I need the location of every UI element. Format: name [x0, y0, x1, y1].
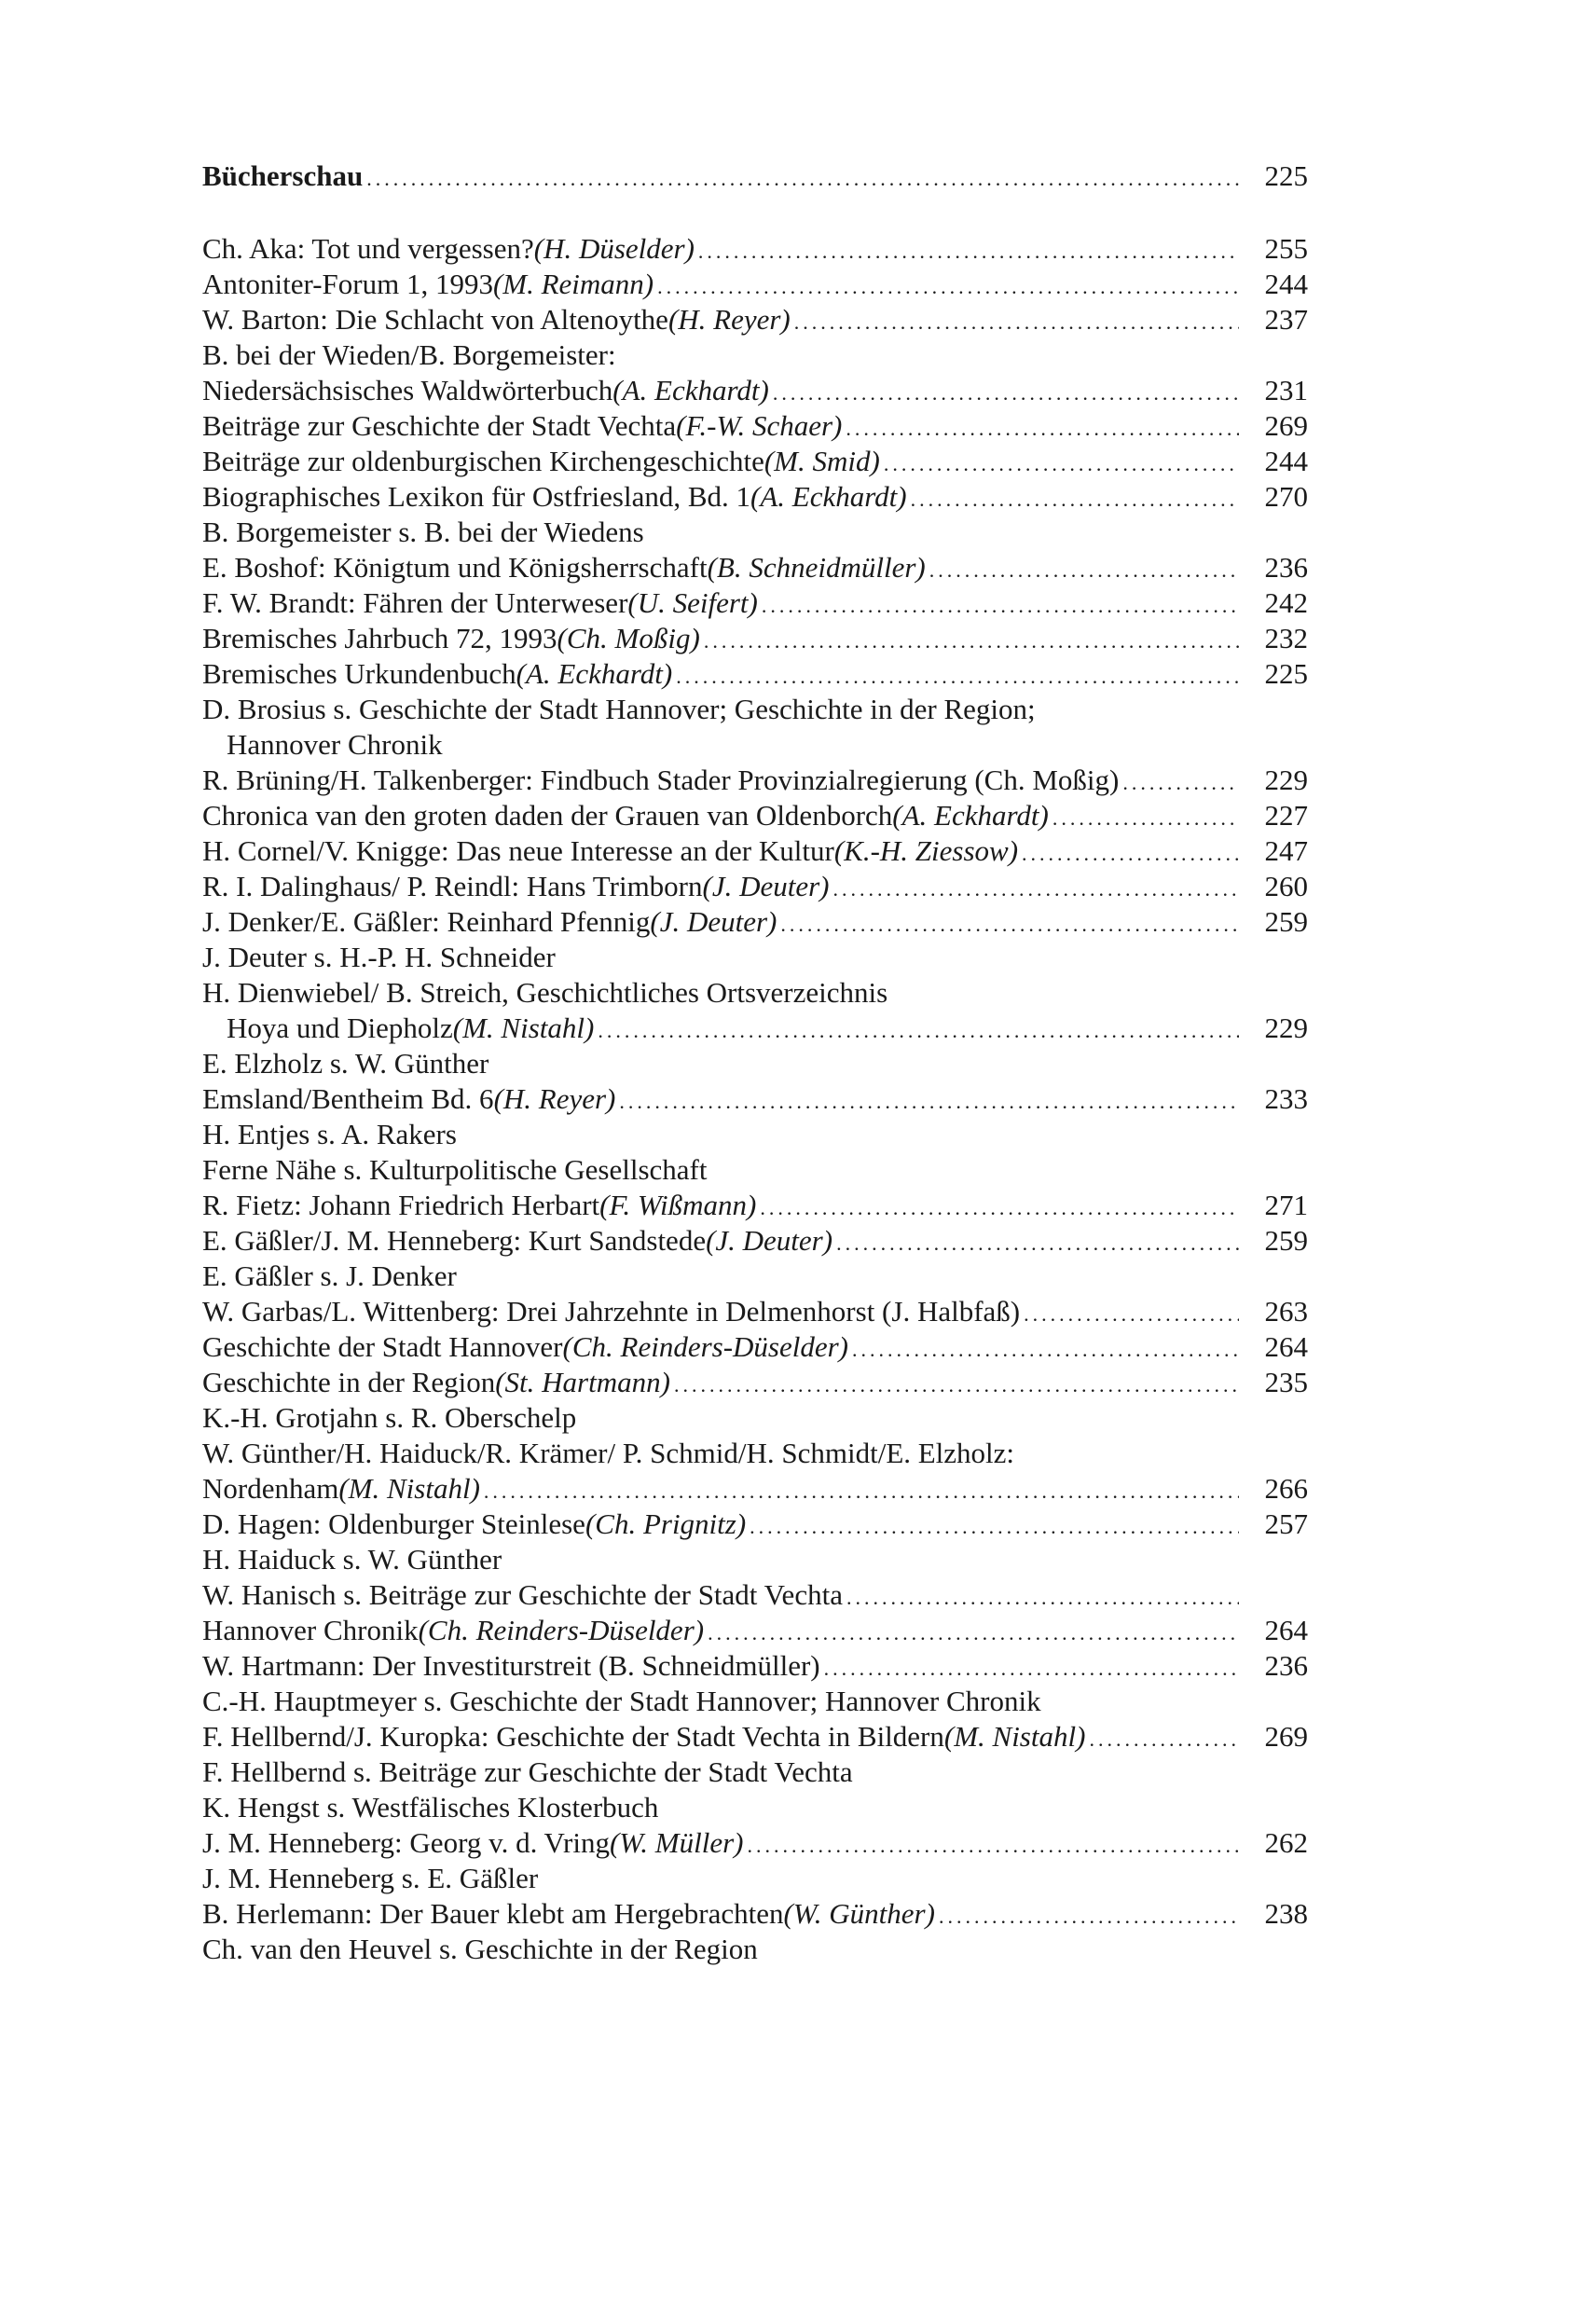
- entry-page-number: 233: [1264, 1082, 1308, 1115]
- entry-reviewer: (Ch. Prignitz): [585, 1507, 747, 1540]
- leader-dots: [824, 1651, 1239, 1686]
- leader-dots: [833, 872, 1239, 907]
- entry-title: W. Barton: Die Schlacht von Altenoythe: [202, 303, 668, 336]
- entry-page-number: 229: [1264, 1012, 1308, 1044]
- index-entry: [202, 302, 1308, 337]
- index-entry: [202, 1081, 1308, 1117]
- leader-dots: [704, 624, 1239, 659]
- index-entry: [202, 727, 1308, 763]
- entry-title: W. Garbas/L. Wittenberg: Drei Jahrzehnte in Delmenhorst (J. Halbfaß): [202, 1295, 1021, 1328]
- index-entry: [202, 1188, 1308, 1223]
- leader-dots: [708, 1616, 1239, 1651]
- entry-reviewer: (H. Reyer): [493, 1082, 616, 1115]
- entry-reviewer: (U. Seifert): [627, 586, 758, 619]
- index-entry: [202, 869, 1308, 904]
- index-entry: [202, 1329, 1308, 1365]
- entry-title: E. Gäßler s. J. Denker: [202, 1259, 457, 1292]
- entry-reviewer: (A. Eckhardt): [516, 657, 673, 690]
- leader-dots: [846, 1580, 1239, 1616]
- entry-page-number: 264: [1264, 1614, 1308, 1646]
- entry-title: Emsland/Bentheim Bd. 6: [202, 1082, 494, 1115]
- entry-reviewer: (St. Hartmann): [495, 1366, 670, 1398]
- entry-reviewer: (F.-W. Schaer): [676, 409, 843, 442]
- entry-page-number: 271: [1264, 1189, 1308, 1221]
- index-entry: [202, 904, 1308, 940]
- leader-dots: [1089, 1722, 1239, 1757]
- index-entry: [202, 1648, 1308, 1684]
- leader-dots: [750, 1509, 1239, 1545]
- index-entry: [202, 585, 1308, 621]
- leader-dots: [1024, 1297, 1239, 1332]
- entry-page-number: 236: [1264, 1649, 1308, 1682]
- section-title: Bücherschau: [202, 159, 364, 192]
- index-entry: [202, 940, 1308, 975]
- entry-reviewer: (A. Eckhardt): [892, 799, 1049, 832]
- index-entry: [202, 444, 1308, 479]
- index-entry: [202, 1825, 1308, 1861]
- index-entry: [202, 1046, 1308, 1081]
- entry-page-number: 225: [1264, 657, 1308, 690]
- section-heading: [202, 158, 1308, 194]
- entry-reviewer: (B. Schneidmüller): [707, 551, 926, 584]
- entry-page-number: 259: [1264, 905, 1308, 938]
- index-entry: [202, 1790, 1308, 1825]
- index-page: [202, 158, 1308, 1967]
- entry-title: Hannover Chronik: [202, 1614, 419, 1646]
- entry-reviewer: (Ch. Reinders-Düselder): [562, 1330, 849, 1363]
- leader-dots: [760, 1190, 1239, 1226]
- entry-page-number: 227: [1264, 799, 1308, 832]
- entry-page-number: 231: [1264, 374, 1308, 406]
- index-entry: [202, 1294, 1308, 1329]
- index-entry: [202, 1755, 1308, 1790]
- index-entry: [202, 479, 1308, 515]
- entry-title: H. Cornel/V. Knigge: Das neue Interesse an der Kultur: [202, 834, 834, 867]
- entry-reviewer: (M. Reimann): [492, 268, 654, 300]
- entry-reviewer: (M. Smid): [764, 445, 880, 477]
- index-entry: [202, 798, 1308, 833]
- entry-page-number: 255: [1264, 232, 1308, 265]
- entry-title: C.-H. Hauptmeyer s. Geschichte der Stadt Hannover; Hannover Chronik: [202, 1685, 1041, 1717]
- leader-dots: [1053, 801, 1239, 836]
- leader-dots: [366, 161, 1239, 197]
- index-entry: [202, 833, 1308, 869]
- entry-title: Beiträge zur Geschichte der Stadt Vechta: [202, 409, 677, 442]
- entry-title: W. Hanisch s. Beiträge zur Geschichte der Stadt Vechta: [202, 1578, 843, 1611]
- entry-title: K. Hengst s. Westfälisches Klosterbuch: [202, 1791, 659, 1823]
- entry-reviewer: (W. Günther): [783, 1897, 935, 1930]
- entry-title: D. Brosius s. Geschichte der Stadt Hannover; Geschichte in der Region;: [202, 693, 1036, 725]
- entry-title: R. Brüning/H. Talkenberger: Findbuch Stader Provinzialregierung (Ch. Moßig): [202, 764, 1120, 796]
- entry-page-number: 262: [1264, 1826, 1308, 1859]
- leader-dots: [676, 659, 1239, 695]
- entry-title: B. Borgemeister s. B. bei der Wiedens: [202, 516, 644, 548]
- entry-title: R. I. Dalinghaus/ P. Reindl: Hans Trimborn: [202, 870, 703, 902]
- entry-page-number: 238: [1264, 1897, 1308, 1930]
- entry-title: W. Hartmann: Der Investiturstreit (B. Schneidmüller): [202, 1649, 820, 1682]
- entry-title: Chronica van den groten daden der Grauen van Oldenborch: [202, 799, 893, 832]
- index-entry: [202, 550, 1308, 585]
- index-entry: [202, 1436, 1308, 1471]
- entry-title: Geschichte der Stadt Hannover: [202, 1330, 563, 1363]
- entry-title: Geschichte in der Region: [202, 1366, 496, 1398]
- entry-reviewer: (M. Nistahl): [452, 1012, 595, 1044]
- entry-page-number: 259: [1264, 1224, 1308, 1257]
- entry-title: J. Denker/E. Gäßler: Reinhard Pfennig: [202, 905, 651, 938]
- entry-reviewer: (Ch. Reinders-Düselder): [418, 1614, 705, 1646]
- index-entry: [202, 1684, 1308, 1719]
- index-entry: [202, 515, 1308, 550]
- index-entry: [202, 231, 1308, 267]
- index-entry: [202, 1400, 1308, 1436]
- leader-dots: [846, 411, 1239, 447]
- entry-title: B. Herlemann: Der Bauer klebt am Hergebrachten: [202, 1897, 784, 1930]
- entry-page-number: 236: [1264, 551, 1308, 584]
- index-entry: [202, 267, 1308, 302]
- entry-title: J. M. Henneberg: Georg v. d. Vring: [202, 1826, 610, 1859]
- index-entry: [202, 656, 1308, 692]
- entry-title: H. Entjes s. A. Rakers: [202, 1118, 457, 1150]
- leader-dots: [674, 1368, 1239, 1403]
- leader-dots: [911, 482, 1239, 517]
- index-entry: [202, 1542, 1308, 1577]
- index-entry: [202, 1365, 1308, 1400]
- entry-reviewer: (M. Nistahl): [943, 1720, 1086, 1753]
- leader-dots: [794, 305, 1239, 340]
- leader-dots: [1122, 765, 1239, 801]
- entry-title: Niedersächsisches Waldwörterbuch: [202, 374, 613, 406]
- entry-reviewer: (H. Reyer): [667, 303, 791, 336]
- entry-title: Ferne Nähe s. Kulturpolitische Gesellschaft: [202, 1153, 708, 1186]
- leader-dots: [747, 1828, 1239, 1864]
- entry-title: W. Günther/H. Haiduck/R. Krämer/ P. Schmid/H. Schmidt/E. Elzholz:: [202, 1437, 1015, 1469]
- index-entry: [202, 337, 1308, 373]
- entry-reviewer: (K.-H. Ziessow): [833, 834, 1019, 867]
- leader-dots: [939, 1899, 1239, 1934]
- entry-page-number: 247: [1264, 834, 1308, 867]
- entry-title: R. Fietz: Johann Friedrich Herbart: [202, 1189, 600, 1221]
- entry-reviewer: (J. Deuter): [650, 905, 777, 938]
- leader-dots: [484, 1474, 1239, 1509]
- entry-title: B. bei der Wieden/B. Borgemeister:: [202, 338, 616, 371]
- leader-dots: [884, 447, 1239, 482]
- entry-title: Bremisches Jahrbuch 72, 1993: [202, 622, 557, 654]
- entry-title: Bremisches Urkundenbuch: [202, 657, 516, 690]
- entry-page-number: 242: [1264, 586, 1308, 619]
- leader-dots: [619, 1084, 1239, 1120]
- entry-title: J. Deuter s. H.-P. H. Schneider: [202, 941, 556, 973]
- leader-dots: [836, 1226, 1239, 1261]
- leader-dots: [780, 907, 1239, 943]
- index-entry: [202, 1613, 1308, 1648]
- entry-reviewer: (H. Düselder): [533, 232, 695, 265]
- entry-page-number: 266: [1264, 1472, 1308, 1505]
- entry-title: F. Hellbernd/J. Kuropka: Geschichte der Stadt Vechta in Bildern: [202, 1720, 944, 1753]
- entry-page-number: 232: [1264, 622, 1308, 654]
- entry-page-number: 235: [1264, 1366, 1308, 1398]
- entry-title: H. Dienwiebel/ B. Streich, Geschichtliches Ortsverzeichnis: [202, 976, 888, 1009]
- index-entry: [202, 1259, 1308, 1294]
- index-entry: [202, 975, 1308, 1011]
- entry-page-number: 229: [1264, 764, 1308, 796]
- entry-reviewer: (F. Wißmann): [599, 1189, 757, 1221]
- leader-dots: [698, 234, 1239, 269]
- entry-reviewer: (W. Müller): [609, 1826, 744, 1859]
- index-entry: [202, 1117, 1308, 1152]
- index-entry: [202, 1507, 1308, 1542]
- leader-dots: [773, 376, 1239, 411]
- index-entry: [202, 1471, 1308, 1507]
- entry-page-number: 269: [1264, 1720, 1308, 1753]
- entry-page-number: 270: [1264, 480, 1308, 513]
- index-entry: [202, 1577, 1308, 1613]
- entry-title: J. M. Henneberg s. E. Gäßler: [202, 1862, 539, 1894]
- leader-dots: [762, 588, 1239, 624]
- entry-reviewer: (J. Deuter): [706, 1224, 833, 1257]
- index-entry: [202, 1011, 1308, 1046]
- entry-page-number: 237: [1264, 303, 1308, 336]
- index-entry: [202, 1932, 1308, 1967]
- entry-reviewer: (A. Eckhardt): [750, 480, 907, 513]
- index-entry: [202, 1861, 1308, 1896]
- index-entry: [202, 621, 1308, 656]
- entry-reviewer: (A. Eckhardt): [612, 374, 769, 406]
- index-entry: [202, 692, 1308, 727]
- index-entry: [202, 763, 1308, 798]
- index-entry: [202, 1719, 1308, 1755]
- entry-page-number: 263: [1264, 1295, 1308, 1328]
- leader-dots: [929, 553, 1239, 588]
- entry-page-number: 269: [1264, 409, 1308, 442]
- entry-title: Hoya und Diepholz: [227, 1012, 453, 1044]
- entry-page-number: 244: [1264, 268, 1308, 300]
- index-entry: [202, 1152, 1308, 1188]
- index-entry: [202, 408, 1308, 444]
- entry-title: Beiträge zur oldenburgischen Kirchengeschichte: [202, 445, 764, 477]
- entry-reviewer: (M. Nistahl): [338, 1472, 480, 1505]
- entry-title: Antoniter-Forum 1, 1993: [202, 268, 493, 300]
- entry-title: Ch. van den Heuvel s. Geschichte in der Region: [202, 1933, 758, 1965]
- entry-page-number: 244: [1264, 445, 1308, 477]
- entry-title: E. Boshof: Königtum und Königsherrschaft: [202, 551, 708, 584]
- section-page-number: 225: [1264, 159, 1308, 192]
- entry-title: Ch. Aka: Tot und vergessen?: [202, 232, 534, 265]
- entry-page-number: 260: [1264, 870, 1308, 902]
- index-entry: [202, 373, 1308, 408]
- entry-title: F. Hellbernd s. Beiträge zur Geschichte der Stadt Vechta: [202, 1755, 853, 1788]
- index-entry: [202, 1223, 1308, 1259]
- entry-title: D. Hagen: Oldenburger Steinlese: [202, 1507, 585, 1540]
- entry-page-number: 257: [1264, 1507, 1308, 1540]
- entry-title: H. Haiduck s. W. Günther: [202, 1543, 502, 1576]
- entry-page-number: 264: [1264, 1330, 1308, 1363]
- leader-dots: [852, 1332, 1239, 1368]
- entry-title: E. Elzholz s. W. Günther: [202, 1047, 489, 1080]
- entry-title: F. W. Brandt: Fähren der Unterweser: [202, 586, 628, 619]
- entry-reviewer: (Ch. Moßig): [557, 622, 700, 654]
- leader-dots: [1022, 836, 1239, 872]
- index-entry: [202, 1896, 1308, 1932]
- index-entries: [202, 231, 1308, 1967]
- entry-title: Biographisches Lexikon für Ostfriesland, Bd. 1: [202, 480, 751, 513]
- entry-title: E. Gäßler/J. M. Henneberg: Kurt Sandstede: [202, 1224, 707, 1257]
- entry-title: K.-H. Grotjahn s. R. Oberschelp: [202, 1401, 577, 1434]
- entry-title: Hannover Chronik: [227, 728, 443, 761]
- leader-dots: [657, 269, 1239, 305]
- entry-title: Nordenham: [202, 1472, 339, 1505]
- leader-dots: [598, 1013, 1239, 1049]
- entry-reviewer: (J. Deuter): [702, 870, 830, 902]
